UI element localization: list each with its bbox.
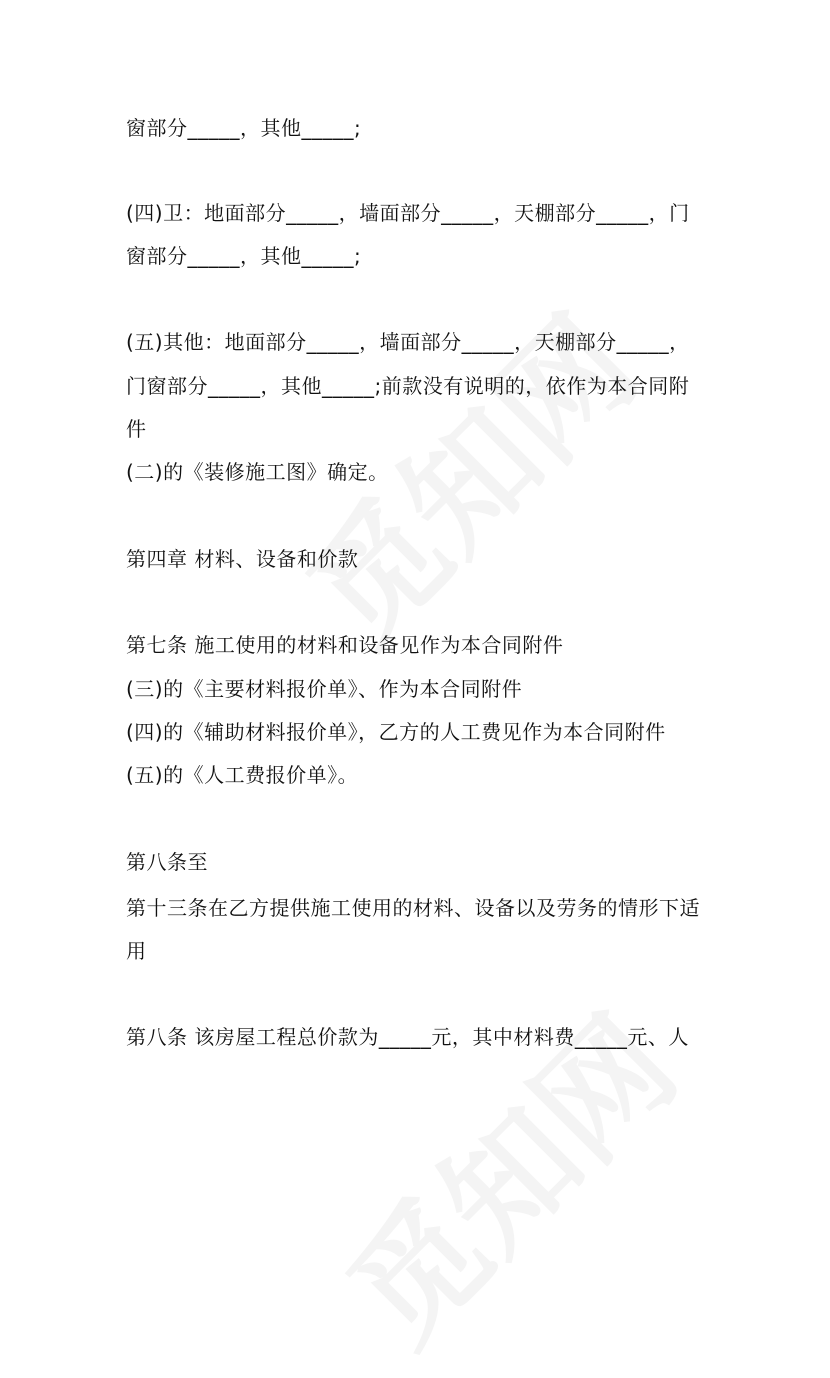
text-line-16: 第八条 该房屋工程总价款为_____元，其中材料费_____元、人 (126, 1025, 689, 1049)
text-line-13: 第八条至 (126, 850, 208, 874)
text-line-12: (五)的《人工费报价单》。 (126, 763, 359, 787)
text-line-15: 用 (126, 939, 147, 963)
text-line-7: (二)的《装修施工图》确定。 (126, 460, 389, 484)
text-line-11: (四)的《辅助材料报价单》，乙方的人工费见作为本合同附件 (126, 720, 666, 744)
text-line-2: (四)卫：地面部分_____，墙面部分_____，天棚部分_____，门 (126, 201, 690, 225)
text-line-14: 第十三条在乙方提供施工使用的材料、设备以及劳务的情形下适 (126, 896, 700, 920)
text-line-10: (三)的《主要材料报价单》、作为本合同附件 (126, 677, 523, 701)
text-line-9: 第七条 施工使用的材料和设备见作为本合同附件 (126, 633, 564, 657)
text-line-1: 窗部分_____，其他_____; (126, 116, 362, 140)
chapter-heading: 第四章 材料、设备和价款 (126, 547, 359, 571)
text-line-5: 门窗部分_____，其他_____;前款没有说明的，依作为本合同附 (126, 374, 690, 398)
text-line-4: (五)其他：地面部分_____，墙面部分_____，天棚部分_____， (126, 330, 690, 354)
text-line-6: 件 (126, 417, 147, 441)
text-line-3: 窗部分_____，其他_____; (126, 244, 362, 268)
